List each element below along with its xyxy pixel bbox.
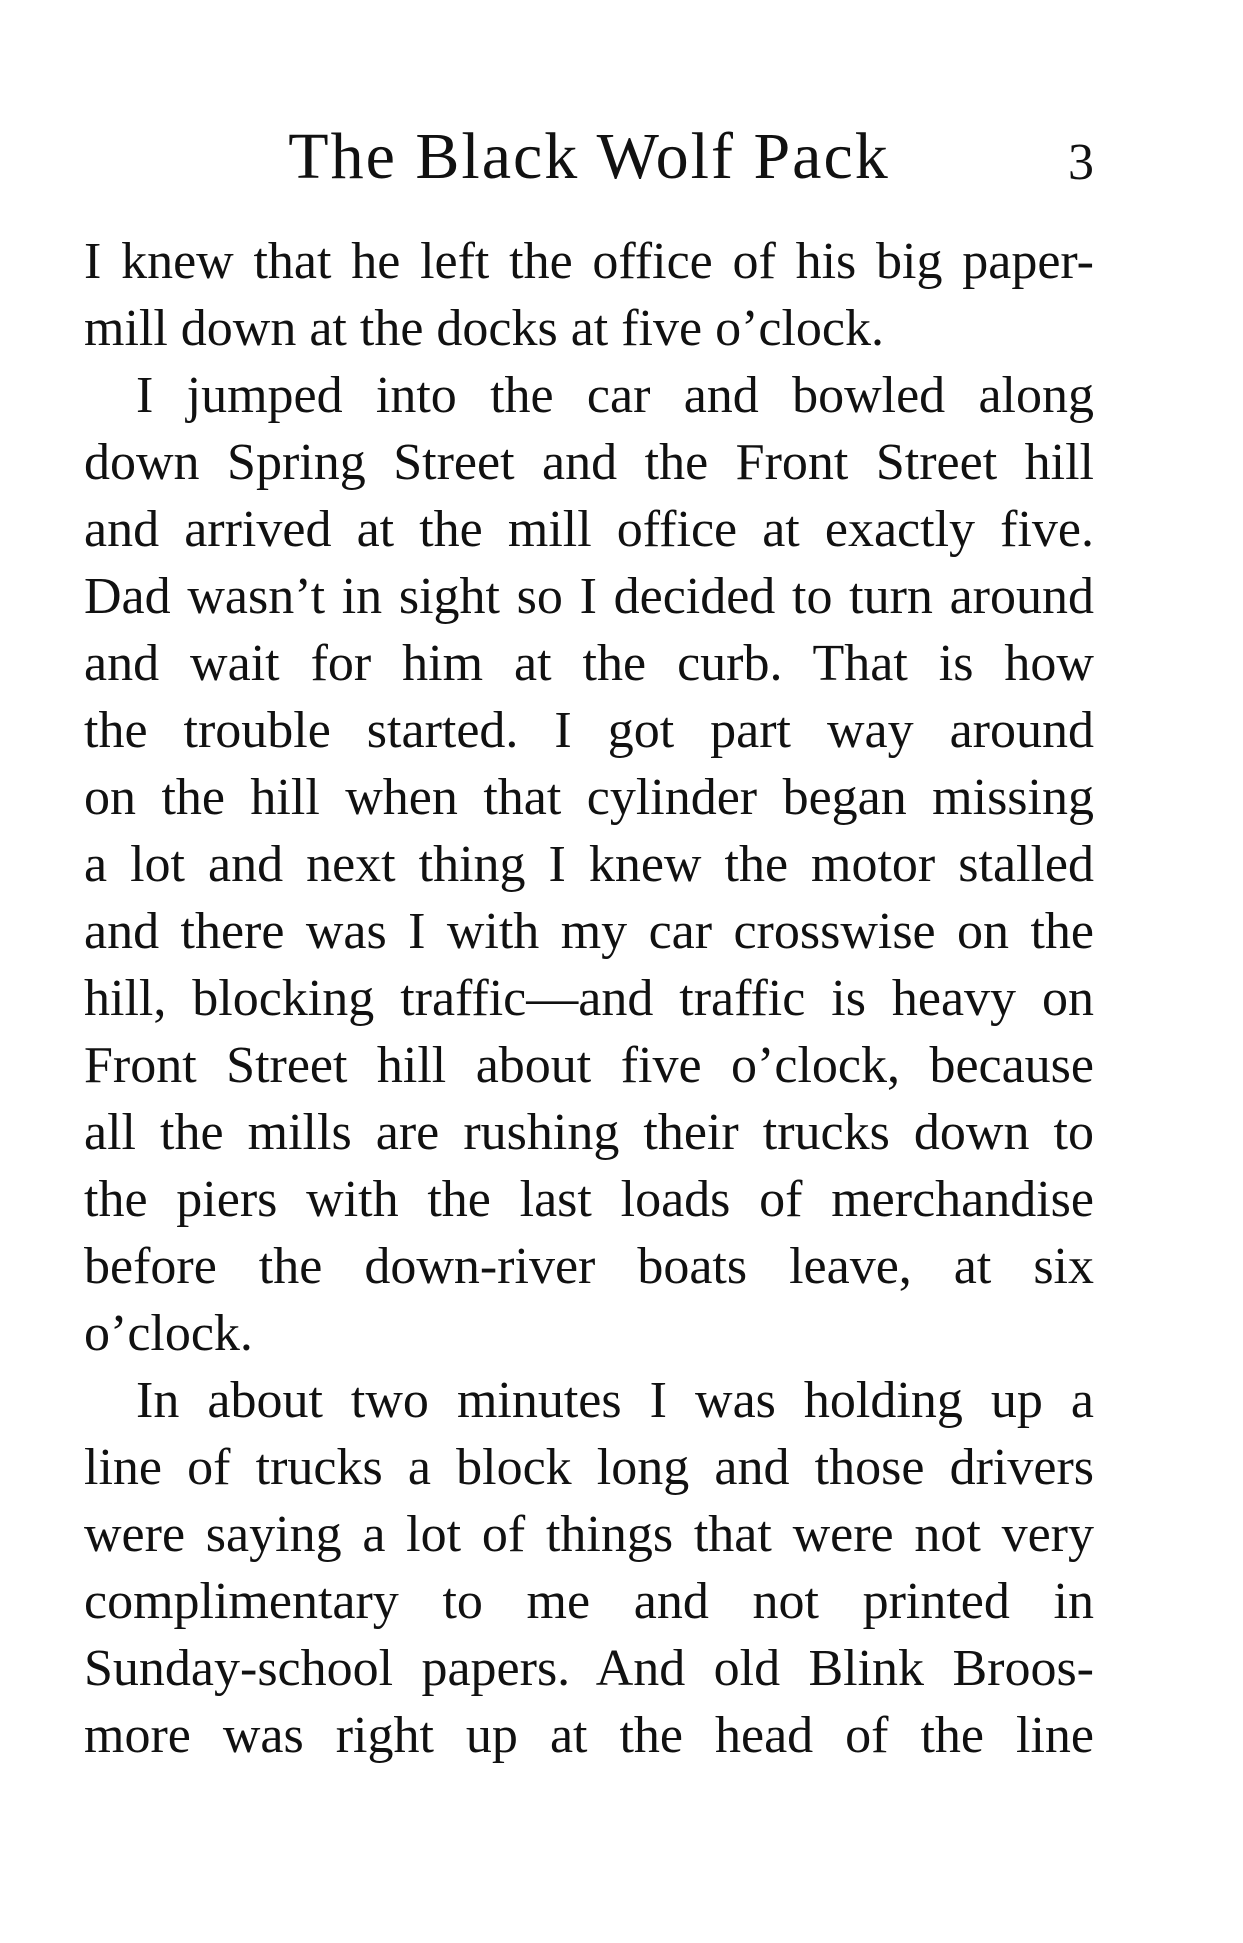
text-line: o’clock. [84,1305,253,1362]
text-line: on the hill when that cylinder began missing [84,769,1094,826]
text-line: before the down-river boats leave, at six [84,1238,1094,1295]
text-line: and wait for him at the curb. That is how [84,635,1094,692]
text-line: a lot and next thing I knew the motor stalled [84,836,1094,893]
paragraph-3 [84,1367,1094,1769]
text-line: complimentary to me and not printed in [84,1573,1094,1630]
text-line: hill, blocking traffic—and traffic is heavy on [84,970,1094,1027]
text-line: and arrived at the mill office at exactly five. [84,501,1094,558]
text-line: In about two minutes I was holding up a [136,1372,1094,1429]
text-line: the piers with the last loads of merchandise [84,1171,1094,1228]
paragraph-2 [84,362,1094,1367]
paragraph-1 [84,228,1094,362]
text-line: were saying a lot of things that were not very [84,1506,1094,1563]
text-line: line of trucks a block long and those drivers [84,1439,1094,1496]
text-line: Sunday-school papers. And old Blink Broos- [84,1640,1094,1697]
running-title: The Black Wolf Pack [288,120,890,193]
text-line: the trouble started. I got part way around [84,702,1094,759]
text-line: Front Street hill about five o’clock, because [84,1037,1094,1094]
text-line: more was right up at the head of the line [84,1707,1094,1764]
text-line: I knew that he left the office of his big paper- [84,233,1094,290]
body-text [84,228,1094,1769]
text-line: all the mills are rushing their trucks down to [84,1104,1094,1161]
text-line: and there was I with my car crosswise on the [84,903,1094,960]
text-line: down Spring Street and the Front Street hill [84,434,1094,491]
running-head [84,112,1094,202]
text-line: mill down at the docks at five o’clock. [84,300,885,357]
page-number: 3 [1068,134,1094,191]
text-line: Dad wasn’t in sight so I decided to turn around [84,568,1094,625]
text-line: I jumped into the car and bowled along [136,367,1094,424]
